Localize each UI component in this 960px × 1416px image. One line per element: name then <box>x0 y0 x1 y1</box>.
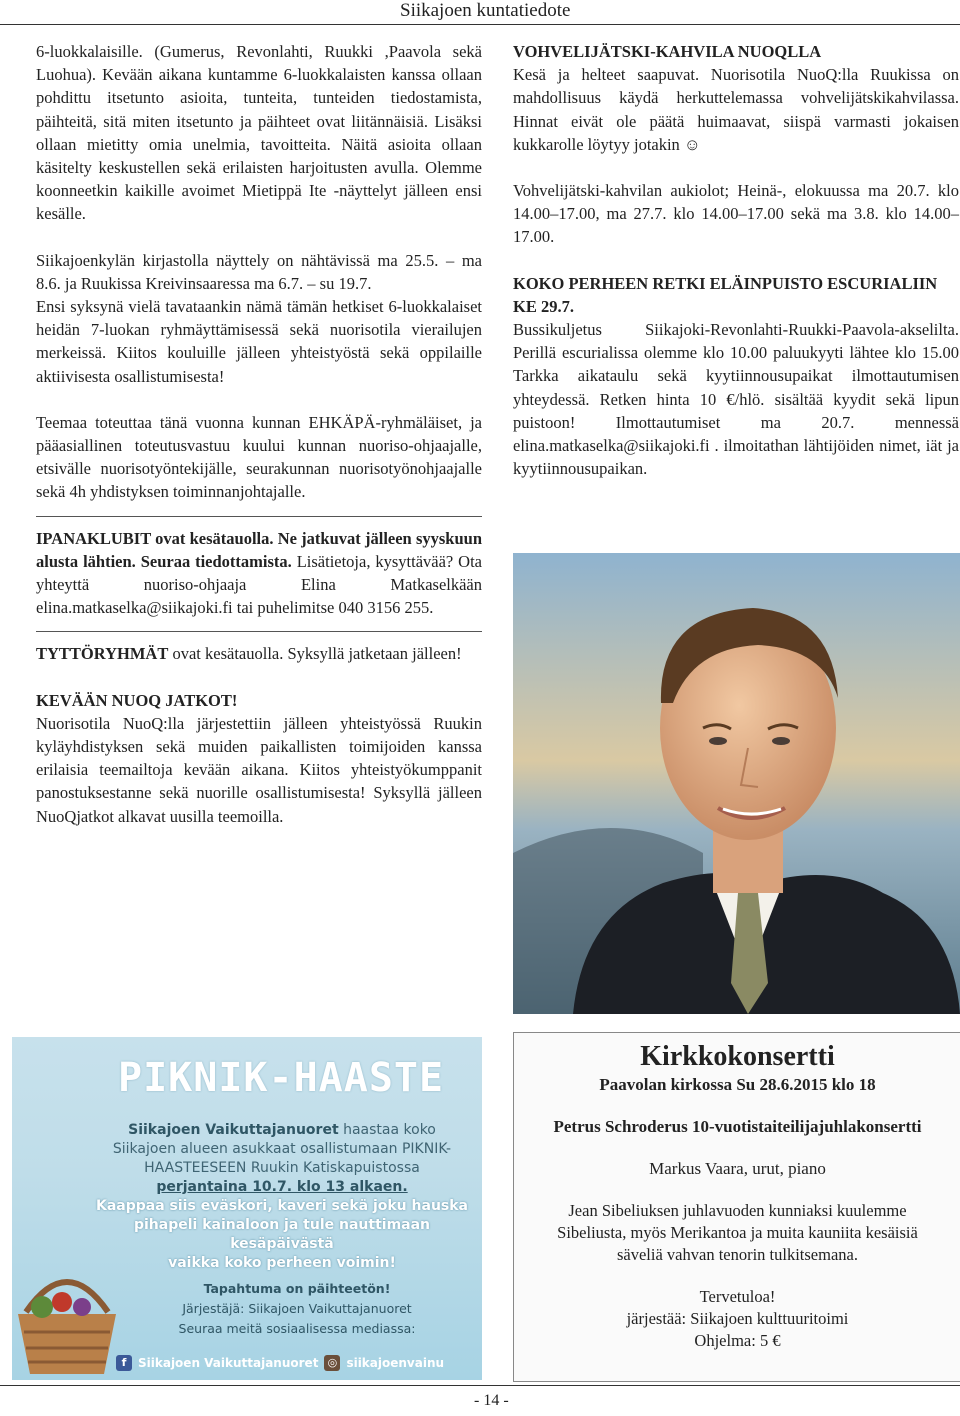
poster-body <box>82 1121 482 1273</box>
poster-organizer: Järjestäjä: Siikajoen Vaikuttajanuoret <box>182 1301 412 1316</box>
left-column <box>36 40 482 828</box>
concert-welcome: Tervetuloa! <box>699 1287 776 1306</box>
concert-artist: Petrus Schroderus 10-vuotistaiteilijajuhlakonsertti <box>553 1117 922 1136</box>
right-column <box>513 40 959 480</box>
nuoq-text: Nuorisotila NuoQ:lla järjestettiin jälleen yhteistyössä Ruukin kyläyhdistyksen sekä muiden paikallisten toimijoiden kanssa erilaisia teemailtoja kevään aikana. Kiitos yhteistyökumppanit panostuksestanne sekä nuorille osallistumisesta! Syksyllä jälleen NuoQjatkot alkavat uusilla teemoilla. <box>36 713 482 826</box>
concert-price: Ohjelma: 5 € <box>694 1331 781 1350</box>
divider <box>36 631 482 632</box>
tyttoryhmat-heading: TYTTÖRYHMÄT <box>36 644 169 664</box>
concert-announcement <box>513 1032 960 1382</box>
poster-line-7: vaikka koko perheen voimin! <box>168 1255 396 1271</box>
poster-title: PIKNIK-HAASTE <box>118 1055 445 1101</box>
poster-line-5: Kaappaa siis eväskori, kaveri sekä joku hauska <box>96 1198 468 1214</box>
vohveli-text: Kesä ja helteet saapuvat. Nuorisotila NuoQ:lla Ruukissa on mahdollisuus käydä herkuttelemassa vohvelijätskikahvilassa. Hinnat eivät ole päätä huimaavat, siispä varmasti jokaisen kukkarolle löytyy jotakin ☺ <box>513 65 959 154</box>
ipanaklubit-text: Lisätietoja, kysyttävää? Ota yhteyttä nuoriso-ohjaaja Elina Matkaselkään elina.matkaselka@siikajoki.fi tai puhelimitse 040 3156 255. <box>36 551 482 618</box>
instagram-icon: ◎ <box>324 1355 340 1371</box>
facebook-name: Siikajoen Vaikuttajanuoret <box>138 1356 319 1370</box>
exhibition-paragraph: Siikajoenkylän kirjastolla näyttely on nähtävissä ma 25.5. – ma 8.6. ja Ruukissa Kreivinsaaressa ma 6.7. – su 19.7. <box>36 250 482 293</box>
poster-follow: Seuraa meitä sosiaalisessa mediassa: <box>178 1321 416 1336</box>
singer-portrait-photo <box>513 553 960 1014</box>
retki-heading: KOKO PERHEEN RETKI ELÄINPUISTO ESCURIALIIN KE 29.7. <box>513 273 938 316</box>
article-paragraph-3: Ensi syksynä vielä tavataankin nämä tämän hetkiset 6-luokkalaiset heidän 7-luokan ryhmäyttämisessä sekä nuorisotila vierailujen merkeissä. Kiitos kouluille jälleen yhteistyöstä sekä oppilaille aktiivisesta osallistumisesta! <box>36 297 482 386</box>
nuoq-heading: KEVÄÄN NUOQ JATKOT! <box>36 690 238 710</box>
poster-line-3: HAASTEESEEN Ruukin Katiskapuistossa <box>144 1160 420 1176</box>
concert-subtitle: Paavolan kirkossa Su 28.6.2015 klo 18 <box>599 1075 876 1094</box>
vohveli-heading: VOHVELIJÄTSKI-KAHVILA NUOQLLA <box>513 42 822 61</box>
poster-date: perjantaina 10.7. klo 13 alkaen. <box>156 1179 408 1195</box>
article-paragraph-4: Teemaa toteuttaa tänä vuonna kunnan EHKÄPÄ-ryhmäläiset, ja pääasiallinen toteutusvastuu kuului kunnan nuoriso-ohjaajalle, etsivälle nuorisotyöntekijälle, seurakunnan nuorisotyönohjaajalle sekä 4h yhdistyksen toiminnanjohtajalle. <box>36 412 482 502</box>
concert-title: Kirkkokonsertti <box>640 1041 835 1072</box>
publication-title: Siikajoen kuntatiedote <box>400 0 571 21</box>
poster-free-notice: Tapahtuma on päihteetön! <box>203 1281 391 1296</box>
page-header <box>0 0 960 25</box>
divider <box>36 516 482 517</box>
picnic-basket-icon <box>12 1252 122 1380</box>
poster-social-links <box>116 1355 444 1371</box>
tyttoryhmat-text: ovat kesätauolla. Syksyllä jatketaan jälleen! <box>168 644 462 664</box>
page-footer <box>0 1385 960 1416</box>
concert-accompanist: Markus Vaara, urut, piano <box>649 1159 826 1178</box>
poster-organizer-name: Siikajoen Vaikuttajanuoret <box>128 1122 339 1138</box>
tyttoryhmat-notice <box>36 642 482 665</box>
retki-text: Bussikuljetus Siikajoki-Revonlahti-Ruukki-Paavola-akselilta. Perillä escurialissa olemme klo 10.00 paluukyyti lähtee klo 15.00 Tarkka aikataulu sekä kyytiinnousupaikat ilmottautumisen yhteydessä. Retken hinta 10 €/hlö. sisältää kyydit sekä lipun puistoon! Ilmottautumiset ma 20.7. mennessä elina.matkaselka@siikajoki.fi . ilmoitathan lähtijöiden nimet, iät ja kyytiinnousupaikan. <box>513 320 959 479</box>
poster-footer <box>112 1279 482 1339</box>
facebook-icon: f <box>116 1355 132 1371</box>
article-paragraph-1: 6-luokkalaisille. (Gumerus, Revonlahti, Ruukki ,Paavola sekä Luohua). Kevään aikana kuntamme 6-luokkalaisten kanssa ollaan pohdittu itsetunto asioita, tunteita, tunteiden tiedostamista, päihteitä, sitä miten itsetunto ja päihteet ovat liitännäisiä. Lisäksi ollaan mietitty omia unelmia, tavoitteita. Näitä asioita ollaan käsitelty keskustellen sekä erilaisten harjoitusten avulla. Olemme koonneetkin kaikille avoimet Mietippä Ite -näyttelyt jälleen ensi kesälle. <box>36 42 482 224</box>
concert-organizer: järjestää: Siikajoen kulttuuritoimi <box>626 1309 849 1328</box>
concert-description: Jean Sibeliuksen juhlavuoden kunniaksi kuulemme Sibeliusta, myös Merikantoa ja muita kauniita kesäisiä säveliä vahvan tenorin tulkitsemana. <box>557 1201 918 1264</box>
ipanaklubit-notice <box>36 527 482 620</box>
poster-line-6: pihapeli kainaloon ja tule nauttimaan kesäpäivästä <box>133 1217 431 1252</box>
piknik-poster <box>12 1037 482 1380</box>
poster-line-1: haastaa koko <box>338 1122 436 1138</box>
ipanaklubit-heading: IPANAKLUBIT ovat kesätauolla. Ne jatkuvat jälleen syyskuun alusta lähtien. Seuraa tiedottamista. <box>36 528 482 571</box>
opening-hours: Vohvelijätski-kahvilan aukiolot; Heinä-, elokuussa ma 20.7. klo 14.00–17.00, ma 27.7. klo 14.00–17.00 sekä ma 3.8. klo 14.00–17.00. <box>513 181 959 247</box>
poster-line-2: Siikajoen alueen asukkaat osallistumaan PIKNIK- <box>112 1141 452 1157</box>
instagram-name: siikajoenvainu <box>346 1356 445 1370</box>
page-number: - 14 - <box>474 1392 509 1409</box>
